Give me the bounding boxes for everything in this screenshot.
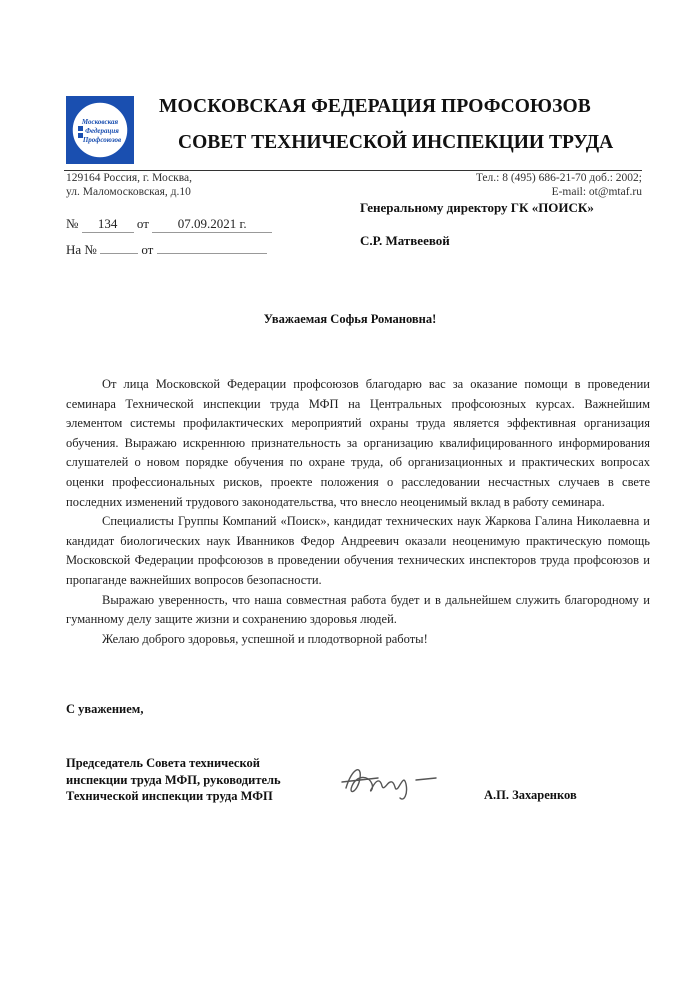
ref-label: На № bbox=[66, 242, 97, 257]
handwritten-signature bbox=[338, 758, 448, 806]
from-label: от bbox=[136, 216, 149, 231]
body-paragraph-2: Специалисты Группы Компаний «Поиск», кандидат технических наук Жаркова Галина Николаевна и кандидат биологических наук Иванников Федор Андреевич оказали неоценимую практическую помощь Московской Федерации профсоюзов в проведении обучения технических инспекторов труда профсоюзов и пропаганде важнейших вопросов безопасности. bbox=[66, 514, 650, 587]
logo-text-1: Московская bbox=[81, 118, 119, 126]
salutation: Уважаемая Софья Романовна! bbox=[263, 312, 437, 326]
org-name: МОСКОВСКАЯ ФЕДЕРАЦИЯ ПРОФСОЮЗОВ bbox=[159, 96, 591, 117]
signer-name: А.П. Захаренков bbox=[484, 788, 577, 802]
registration-number-row bbox=[66, 216, 272, 233]
signer-position-line-2: инспекции труда МФП, руководитель bbox=[66, 772, 281, 787]
header-divider bbox=[64, 170, 642, 171]
ref-number-blank bbox=[100, 253, 138, 254]
signer-position bbox=[66, 755, 281, 805]
logo-text-2: Федерация bbox=[85, 127, 119, 135]
body-paragraph-4: Желаю доброго здоровья, успешной и плодотворной работы! bbox=[102, 631, 428, 646]
logo-text-3: Профсоюзов bbox=[82, 136, 122, 144]
ref-date-blank bbox=[157, 253, 267, 254]
phone: Тел.: 8 (495) 686-21-70 доб.: 2002; bbox=[475, 172, 642, 184]
body-paragraph-3: Выражаю уверенность, что наша совместная работа будет и в дальнейшем служить благородному и гуманному делу защите жизни и сохранению здоровья людей. bbox=[66, 592, 650, 627]
number-label: № bbox=[66, 216, 79, 231]
mfp-logo bbox=[66, 96, 134, 164]
reference-number-row bbox=[66, 242, 267, 258]
closing: С уважением, bbox=[66, 702, 144, 716]
body-paragraph-1: От лица Московской Федерации профсоюзов благодарю вас за оказание помощи в проведении семинара Технической инспекции труда МФП на Центральных профсоюзных курсах. Важнейшим элементом системы профилактических мероприятий охраны труда является эффективная организация обучения. Выражаю искреннюю признательность за организацию квалифицированного информирования слушателей о новом порядке обучения по охране труда, об организационных и практических вопросах оценки профессиональных рисков, проекте положения о расследовании несчастных случаев в свете последних изменений трудового законодательства, что внесло неоценимый вклад в работу семинара. bbox=[66, 377, 650, 509]
address-line-1: 129164 Россия, г. Москва, bbox=[66, 172, 193, 184]
org-unit: СОВЕТ ТЕХНИЧЕСКОЙ ИНСПЕКЦИИ ТРУДА bbox=[178, 132, 614, 153]
addressee-name: С.Р. Матвеевой bbox=[360, 233, 450, 248]
signer-position-line-3: Технической инспекции труда МФП bbox=[66, 789, 273, 803]
number-value: 134 bbox=[82, 216, 134, 233]
addressee-position: Генеральному директору ГК «ПОИСК» bbox=[360, 200, 594, 215]
address-line-2: ул. Маломосковская, д.10 bbox=[66, 186, 191, 198]
ref-from-label: от bbox=[141, 242, 154, 257]
date-value: 07.09.2021 г. bbox=[152, 216, 272, 233]
email: E-mail: ot@mtaf.ru bbox=[551, 186, 642, 198]
signer-position-line-1: Председатель Совета технической bbox=[66, 756, 260, 770]
letter-body bbox=[66, 375, 650, 649]
